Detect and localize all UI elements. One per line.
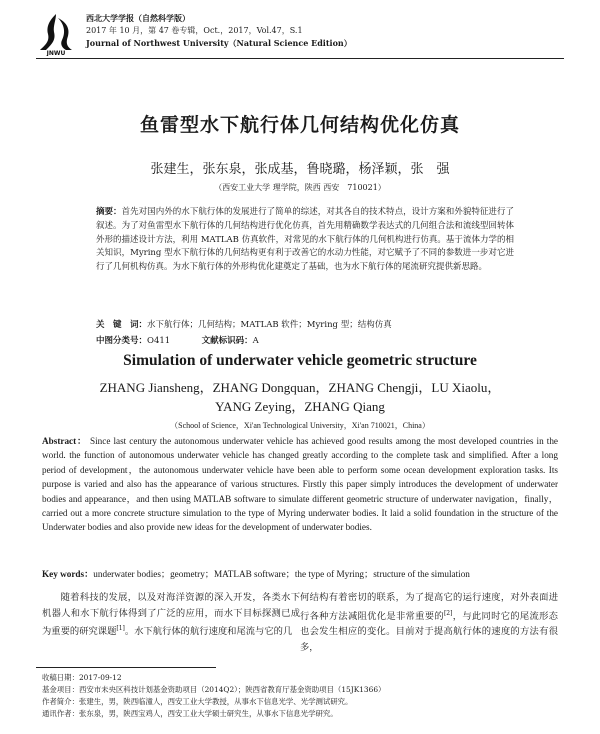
authors-cn: 张建生，张东泉，张成基，鲁晓璐，杨泽颖，张 强: [150, 162, 450, 177]
authors-en: [0, 378, 600, 416]
doc-code-value: A: [252, 336, 259, 346]
paper-title-cn: 鱼雷型水下航行体几何结构优化仿真: [139, 114, 460, 136]
journal-logo: [36, 12, 76, 56]
abstract-text-en: Since last century the autonomous underwater vehicle has achieved good results among the most developed countries in the world. the function of autonomous underwater vehicle has changed greatly according to the complete task and simplified. After a long period of development，the autonomous underwater vehicle have been able to perform some ocean development exploration tasks. Its purpose is varied and also has the appearance of various structures. Firstly this paper simply introduces the development of underwater bodies and appearance，and then using MATLAB software to simulate different geometric structure of underwater navigation，finally，carried out a more concrete structure simulation to the type of Myring underwater bodies. It laid a solid foundation in the structure of the Underwater bodies and also provide new ideas for the development of underwater bodies.: [42, 436, 558, 533]
logo-text: JNWU: [46, 50, 66, 56]
keywords-text-en: underwater bodies；geometry；MATLAB software；the type of Myring；structure of the simulation: [93, 569, 470, 579]
journal-issue: 2017 年 10 月，第 47 卷专辑，Oct.，2017，Vol.47，S.1: [86, 26, 303, 35]
authors-en-line2: YANG Zeying，ZHANG Qiang: [215, 399, 385, 414]
affiliation-en: （School of Science，Xi'an Technological University，Xi'an 710021，China）: [170, 421, 430, 430]
body-left-tail: 。水下航行体的航行速度和尾流与它的几: [124, 626, 293, 638]
footnotes: [42, 672, 558, 720]
paper-title-en: Simulation of underwater vehicle geometric structure: [123, 352, 477, 369]
body-left-text: 随着科技的发展，以及对海洋资源的深入开发，各类水下机器人和水下航行体得到了广泛的应用，而水下目标探测已成为重要的研究课题: [42, 592, 300, 638]
classification-cn: [96, 334, 536, 346]
footnote-received: 收稿日期：2017-09-12: [42, 673, 122, 682]
affiliation-cn: （西安工业大学 理学院，陕西 西安 710021）: [214, 183, 386, 192]
keywords-label-en: Key words：: [42, 569, 94, 579]
keywords-cn: [96, 318, 536, 330]
class-value: O411: [147, 336, 171, 346]
footnote-rule: [36, 667, 216, 668]
citation-2: [2]: [443, 609, 453, 617]
abstract-cn: [96, 206, 514, 275]
abstract-label-en: Abstract：: [42, 436, 87, 446]
keywords-label-cn: 关 键 词：: [96, 320, 148, 330]
class-label: 中图分类号：: [96, 336, 148, 346]
journal-name-cn: 西北大学学报（自然科学版）: [86, 13, 190, 23]
abstract-en: [42, 434, 558, 535]
body-right-text: 何结构有着密切的联系，为了提高它的运行速度，对外表面进行各种方法减阻优化是非常重要的: [300, 592, 558, 622]
citation-1: [1]: [116, 625, 125, 633]
footnote-corresponding: 通讯作者：张东泉，男，陕西宝鸡人，西安工业大学硕士研究生，从事水下信息光学研究。: [42, 709, 338, 718]
abstract-label-cn: 摘要：: [96, 207, 122, 217]
journal-header: [86, 12, 352, 50]
abstract-text-cn: 首先对国内外的水下航行体的发展进行了简单的综述，对其各自的技术特点，设计方案和外貌特征进行了叙述。为了对鱼雷型水下航行体的几何结构进行优化仿真，首先用精确数学表达式的几何组合法和流线型回转体外形的描述设计方法，利用 MATLAB 仿真软件，对常见的水下航行体的几何机构进行仿真。基于流体力学的相关知识，Myring 型水下航行体的几何结构更有利于改善它的水动力性能，对它赋予了不同的参数进一步对它进行了几何机构仿真。为水下航行体的外形构优化建奠定了基础，也为水下航行体的尾流研究提供新思路。: [96, 207, 514, 273]
header-rule: [36, 58, 564, 59]
footnote-author-bio: 作者简介：张建生，男，陕西临潼人，西安工业大学教授，从事水下信息光学、光学测试研究。: [42, 697, 353, 706]
keywords-text-cn: 水下航行体；几何结构；MATLAB 软件；Myring 型；结构仿真: [147, 320, 392, 330]
authors-en-line1: ZHANG Jiansheng，ZHANG Dongquan，ZHANG Chengji，LU Xiaolu，: [99, 380, 501, 395]
body-right-tail: ，与此同时它的尾流形态也会发生相应的变化。目前对于提高航行体的速度的方法有很多，: [300, 610, 558, 653]
journal-name-en: Journal of Northwest University（Natural Science Edition）: [86, 38, 352, 48]
doc-code-label: 文献标识码：: [201, 336, 253, 346]
keywords-en: [42, 566, 558, 580]
body-column-left: [42, 590, 300, 640]
body-column-right: [300, 590, 558, 655]
footnote-funding: 基金项目：西安市未央区科技计划基金资助项目（2014Q2）；陕西省教育厅基金资助项目（15JK1366）: [42, 685, 386, 694]
